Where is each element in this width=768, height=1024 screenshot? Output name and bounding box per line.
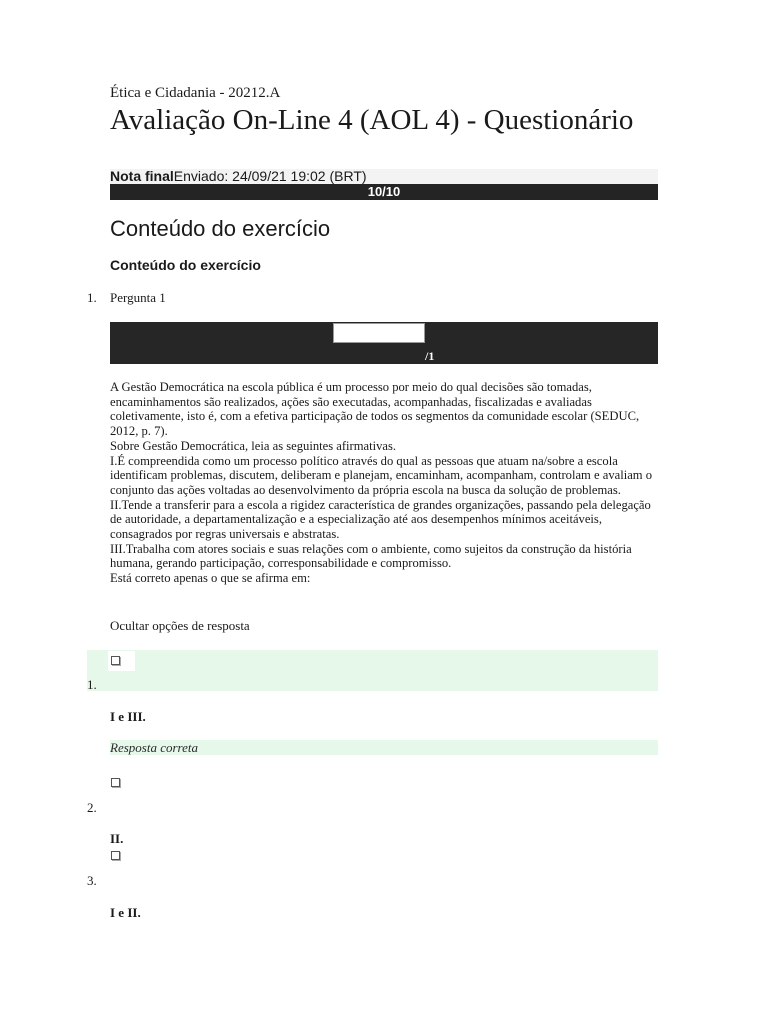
final-grade-row bbox=[110, 169, 658, 184]
option-1-number: 1. bbox=[87, 677, 97, 692]
content-heading: Conteúdo do exercício bbox=[110, 216, 331, 241]
question-label: Pergunta 1 bbox=[110, 290, 166, 305]
question-paragraph: II.Tende a transferir para a escola a rigidez característica de grandes organizações, passando pela delegação de autoridade, a departamentalização e a especialização até aos desempenhos mínimos aceitáveis, consagrados por regras universais e abstratas. bbox=[110, 497, 651, 542]
option-2-number: 2. bbox=[87, 800, 97, 815]
question-number: 1. bbox=[87, 290, 97, 305]
option-2-checkbox[interactable] bbox=[111, 778, 120, 787]
correct-answer-label: Resposta correta bbox=[110, 740, 658, 755]
question-score: /1 bbox=[425, 349, 435, 363]
question-text bbox=[110, 380, 665, 586]
submitted-date: Enviado: 24/09/21 19:02 (BRT) bbox=[173, 168, 367, 184]
course-name: Ética e Cidadania - 20212.A bbox=[110, 85, 281, 101]
option-3-number: 3. bbox=[87, 873, 97, 888]
page-title: Avaliação On-Line 4 (AOL 4) - Questionário bbox=[110, 104, 634, 136]
hide-options-link[interactable]: Ocultar opções de resposta bbox=[110, 618, 250, 633]
option-1-text[interactable]: I e III. bbox=[110, 709, 146, 724]
question-paragraph: III.Trabalha com atores sociais e suas relações com o ambiente, como sujeitos da construção da história humana, gerando participação, corresponsabilidade e compromisso. bbox=[110, 541, 632, 571]
question-paragraph: Sobre Gestão Democrática, leia as seguintes afirmativas. bbox=[110, 438, 397, 453]
question-paragraph: A Gestão Democrática na escola pública é um processo por meio do qual decisões são tomadas, encaminhamentos são realizados, ações são executadas, acompanhadas, fiscalizadas e avaliadas coletivamente, isto é, com a efetiva participação de todos os segmentos da comunidade escolar (SEDUC, 2012, p. 7). bbox=[110, 380, 640, 439]
option-1-highlight bbox=[87, 650, 658, 691]
question-header-box bbox=[333, 323, 425, 343]
option-3-checkbox[interactable] bbox=[111, 851, 120, 860]
option-2-text[interactable]: II. bbox=[110, 831, 124, 846]
question-paragraph: Está correto apenas o que se afirma em: bbox=[110, 571, 311, 586]
final-score: 10/10 bbox=[110, 184, 658, 200]
content-subheading: Conteúdo do exercício bbox=[110, 257, 261, 273]
question-paragraph: I.É compreendida como um processo político através do qual as pessoas que atuam na/sobre a escola identificam problemas, discutem, deliberam e planejam, encaminham, acompanham, controlam e avaliam o conjunto das ações voltadas ao desenvolvimento da própria escola na busca da solução de problemas. bbox=[110, 453, 653, 497]
final-grade-label: Nota final bbox=[110, 168, 174, 184]
option-3-text[interactable]: I e II. bbox=[110, 905, 141, 920]
option-1-checkbox[interactable] bbox=[111, 656, 120, 665]
